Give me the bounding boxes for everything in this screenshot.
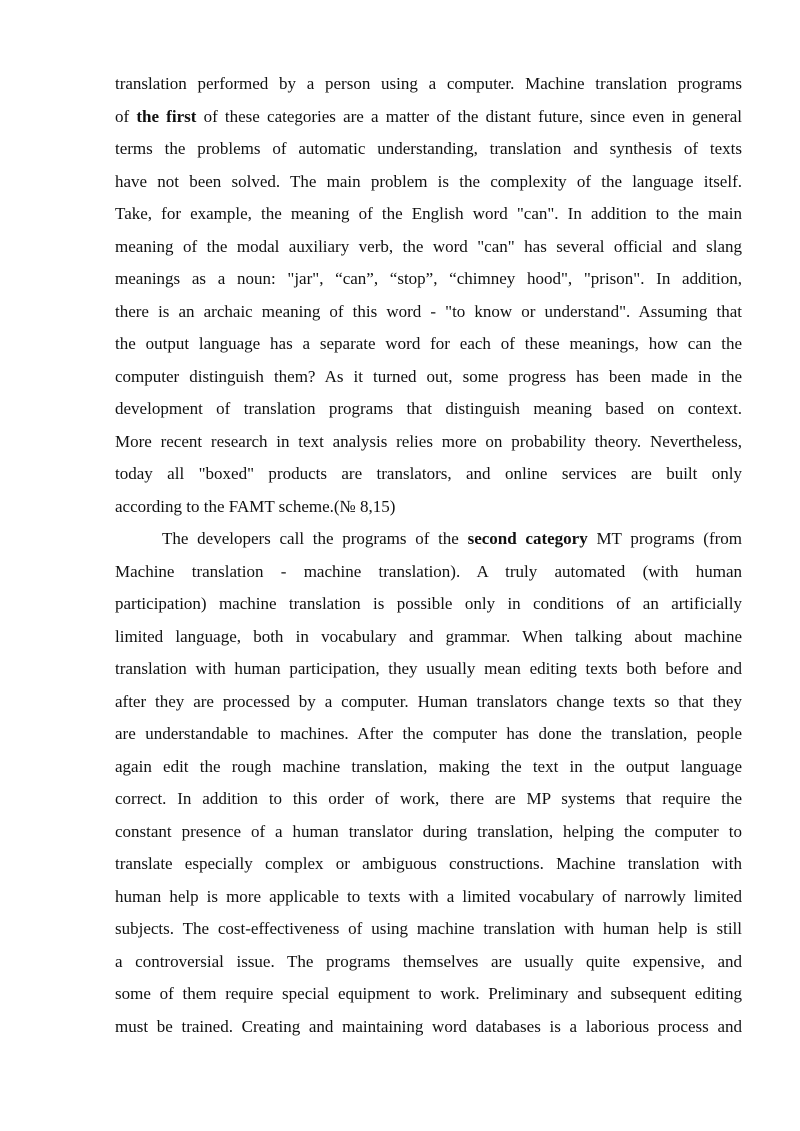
text-line: More recent research in text analysis relies more on probability theory. Nevertheless,: [115, 431, 742, 451]
document-page: [115, 68, 742, 1043]
text-line: there is an archaic meaning of this word - "to know or understand". Assuming that: [115, 301, 742, 321]
text-line: computer distinguish them? As it turned out, some progress has been made in the: [115, 366, 742, 386]
paragraph-2: [115, 523, 742, 1043]
bold-term-first: the first: [136, 106, 197, 126]
text-fragment: The developers call the programs of the: [162, 529, 468, 548]
text-line: according to the FAMT scheme.(№ 8,15): [115, 496, 396, 516]
bold-term-second-category: second category: [467, 529, 588, 548]
text-line: limited language, both in vocabulary and grammar. When talking about machine: [115, 626, 742, 646]
text-line: participation) machine translation is possible only in conditions of an artificially: [115, 594, 742, 613]
text-line: translation with human participation, they usually mean editing texts both before and: [115, 659, 742, 678]
text-line: subjects. The cost-effectiveness of using machine translation with human help is still: [115, 919, 742, 938]
text-fragment: of these categories are a matter of the distant future, since even in general: [196, 106, 742, 126]
paragraph-1: [115, 68, 742, 523]
text-line: meaning of the modal auxiliary verb, the word "can" has several official and slang: [115, 236, 742, 256]
text-line: must be trained. Creating and maintaining word databases is a laborious process and: [115, 1016, 742, 1036]
text-line: translate especially complex or ambiguous constructions. Machine translation with: [115, 854, 742, 873]
text-line: [115, 523, 742, 556]
text-line: have not been solved. The main problem is the complexity of the language itself.: [115, 171, 742, 191]
text-line: a controversial issue. The programs themselves are usually quite expensive, and: [115, 951, 742, 971]
text-fragment: MT programs (from: [587, 529, 742, 548]
text-line: human help is more applicable to texts with a limited vocabulary of narrowly limited: [115, 886, 742, 906]
text-line: development of translation programs that distinguish meaning based on context.: [115, 399, 742, 418]
text-line: are understandable to machines. After the computer has done the translation, people: [115, 724, 742, 743]
text-line: Take, for example, the meaning of the English word "can". In addition to the main: [115, 204, 742, 223]
text-line: the output language has a separate word for each of these meanings, how can the: [115, 334, 742, 353]
text-fragment: of: [115, 106, 137, 126]
text-line: after they are processed by a computer. Human translators change texts so that they: [115, 691, 742, 711]
text-line: Machine translation - machine translation). A truly automated (with human: [115, 561, 742, 581]
text-line: constant presence of a human translator during translation, helping the computer to: [115, 821, 742, 841]
text-line: [115, 101, 742, 134]
text-line: again edit the rough machine translation, making the text in the output language: [115, 756, 742, 776]
text-line: today all "boxed" products are translators, and online services are built only: [115, 464, 742, 483]
text-line: meanings as a noun: "jar", “can”, “stop”, “chimney hood", "prison". In addition,: [115, 269, 742, 288]
text-line: some of them require special equipment to work. Preliminary and subsequent editing: [115, 984, 742, 1003]
text-line: terms the problems of automatic understanding, translation and synthesis of texts: [115, 139, 742, 158]
text-line: correct. In addition to this order of work, there are MP systems that require the: [115, 789, 742, 808]
text-line: translation performed by a person using a computer. Machine translation programs: [115, 74, 742, 93]
